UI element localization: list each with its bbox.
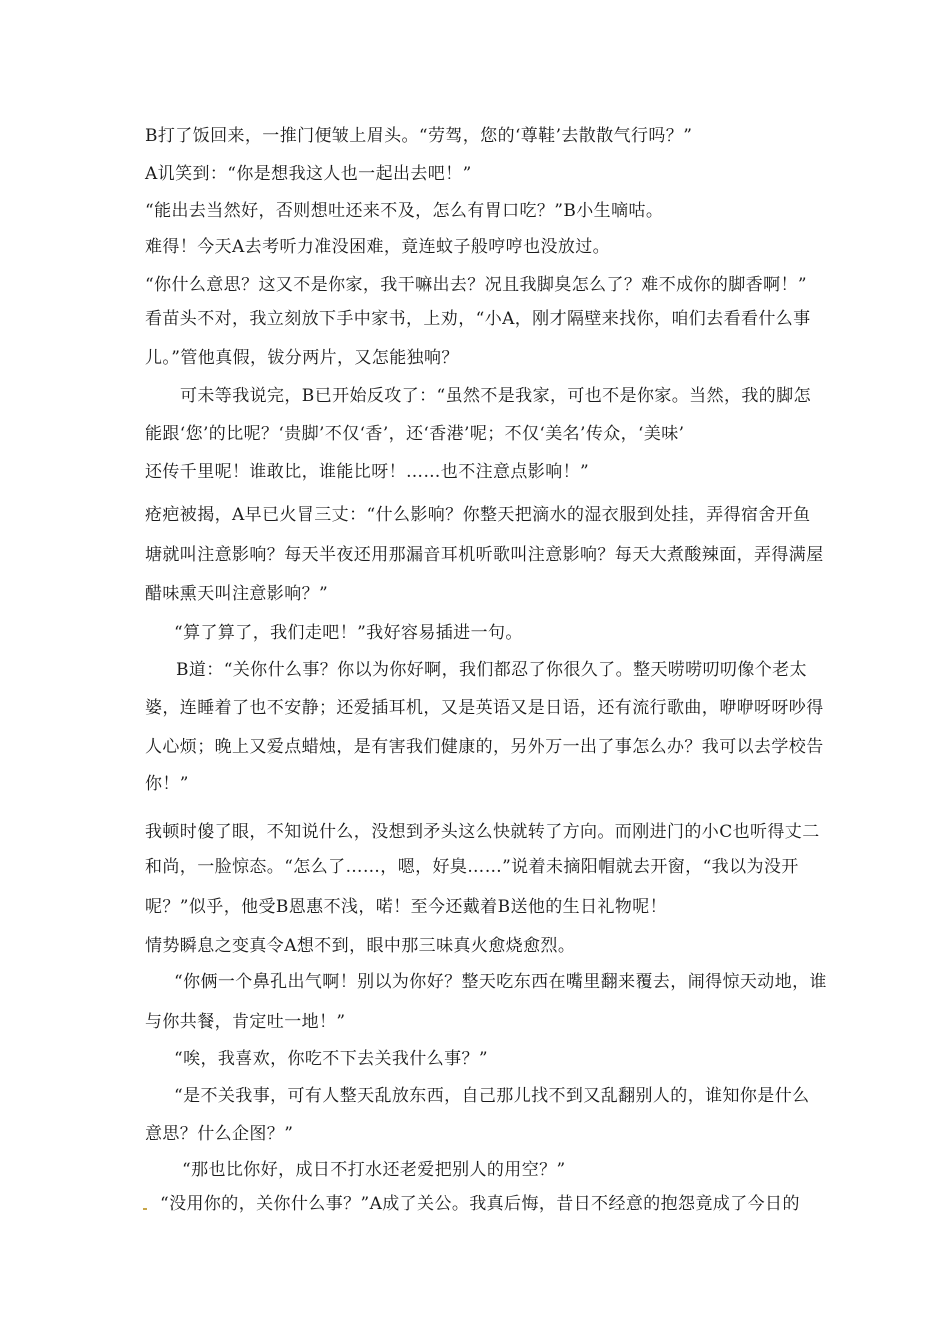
text-line: 意思？什么企图？” bbox=[145, 1124, 294, 1144]
text-line: 情势瞬息之变真令A想不到，眼中那三味真火愈烧愈烈。 bbox=[145, 936, 576, 956]
text-line: 婆，连睡着了也不安静；还爱插耳机，又是英语又是日语，还有流行歌曲，咿咿呀呀吵得 bbox=[145, 698, 824, 718]
text-line: 能跟‘您’的比呢？‘贵脚’不仅‘香’，还‘香港’呢；不仅‘美名’传众，‘美味’ bbox=[145, 424, 685, 444]
text-line: “算了算了，我们走吧！”我好容易插进一句。 bbox=[174, 623, 523, 643]
text-line: 塘就叫注意影响？每天半夜还用那漏音耳机听歌叫注意影响？每天大煮酸辣面，弄得满屋 bbox=[145, 545, 824, 565]
text-line: 我顿时傻了眼，不知说什么，没想到矛头这么快就转了方向。而刚进门的小C也听得丈二 bbox=[145, 822, 820, 842]
text-line: 人心烦；晚上又爱点蜡烛，是有害我们健康的，另外万一出了事怎么办？我可以去学校告 bbox=[145, 737, 824, 757]
stray-mark bbox=[143, 1208, 147, 1210]
text-line: 呢？”似乎，他受B恩惠不浅，喏！至今还戴着B送他的生日礼物呢！ bbox=[145, 897, 668, 917]
text-line: 醋味熏天叫注意影响？” bbox=[145, 584, 329, 604]
text-line: 儿。”管他真假，钹分两片，又怎能独响？ bbox=[145, 348, 459, 368]
text-line: B打了饭回来，一推门便皱上眉头。“劳驾，您的‘尊鞋’去散散气行吗？” bbox=[145, 126, 693, 146]
text-line: “是不关我事，可有人整天乱放东西，自己那儿找不到又乱翻别人的，谁知你是什么 bbox=[174, 1086, 810, 1106]
text-line: “你什么意思？这又不是你家，我干嘛出去？况且我脚臭怎么了？难不成你的脚香啊！” bbox=[145, 275, 807, 295]
text-line: “唉，我喜欢，你吃不下去关我什么事？” bbox=[174, 1049, 488, 1069]
text-line: “那也比你好，成日不打水还老爱把别人的用空？” bbox=[182, 1160, 566, 1180]
text-line: 还传千里呢！谁敢比，谁能比呀！……也不注意点影响！” bbox=[145, 462, 590, 482]
text-line: 难得！今天A去考听力准没困难，竟连蚊子般哼哼也没放过。 bbox=[145, 237, 611, 257]
text-line: 与你共餐，肯定吐一地！” bbox=[145, 1012, 346, 1032]
text-line: “没用你的，关你什么事？”A成了关公。我真后悔，昔日不经意的抱怨竟成了今日的 bbox=[160, 1194, 800, 1214]
text-line: “你俩一个鼻孔出气啊！别以为你好？整天吃东西在嘴里翻来覆去，闹得惊天动地，谁 bbox=[174, 972, 827, 992]
text-line: 和尚，一脸惊态。“怎么了……，嗯，好臭……”说着未摘阳帽就去开窗，“我以为没开 bbox=[145, 857, 799, 877]
text-line: “能出去当然好，否则想吐还来不及，怎么有胃口吃？”B小生嘀咕。 bbox=[145, 201, 664, 221]
text-line: B道：“关你什么事？你以为你好啊，我们都忍了你很久了。整天唠唠叨叨像个老太 bbox=[176, 660, 807, 680]
text-line: A讥笑到：“你是想我这人也一起出去吧！” bbox=[145, 164, 472, 184]
text-line: 看苗头不对，我立刻放下手中家书，上劝，“小A，刚才隔壁来找你，咱们去看看什么事 bbox=[145, 309, 811, 329]
text-line: 可未等我说完，B已开始反攻了：“虽然不是我家，可也不是你家。当然，我的脚怎 bbox=[180, 386, 811, 406]
text-line: 你！” bbox=[145, 774, 189, 794]
text-line: 疮疤被揭，A早已火冒三丈：“什么影响？你整天把滴水的湿衣服到处挂，弄得宿舍开鱼 bbox=[145, 505, 811, 525]
